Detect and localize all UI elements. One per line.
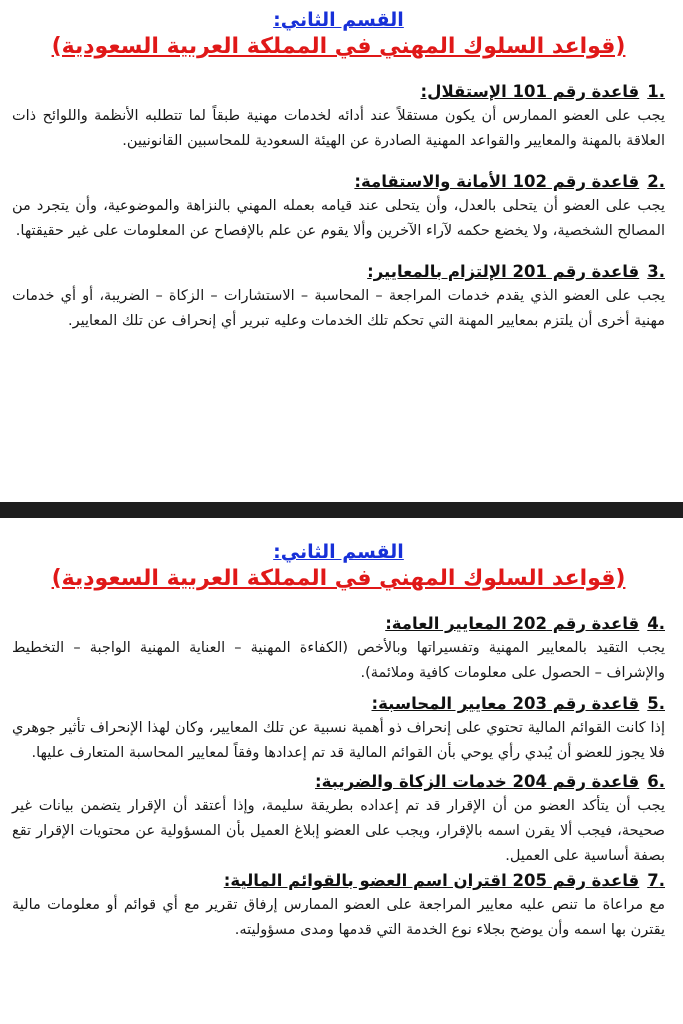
section-title: القسم الثاني:	[273, 9, 404, 31]
rule-title: قاعدة رقم 202 المعايير العامة:	[385, 614, 640, 633]
section-title: القسم الثاني:	[273, 541, 404, 563]
rule-title: قاعدة رقم 203 معايير المحاسبة:	[371, 694, 640, 713]
rule-body: إذا كانت القوائم المالية تحتوي على إنحراف ذو أهمية نسبية عن تلك المعايير، وكان لهذا الإنحراف تأثير جوهري فلا يجوز للعضو أن يُبدي رأي يوحي بأن القوائم المالية قد تم إعدادها وفقاً لمعايير المحاسبة المتعارف عليها.	[12, 720, 665, 761]
rule-title: قاعدة رقم 205 اقتران اسم العضو بالقوائم المالية:	[223, 871, 640, 890]
document-panel-2	[0, 522, 683, 1024]
rule-body: يجب على العضو الممارس أن يكون مستقلاً عند أدائه لخدمات مهنية طبقاً لما تتطلبه الأنظمة واللوائح ذات العلاقة بالمهنة والمعايير والقواعد المهنية الصادرة عن الهيئة السعودية للمحاسبين القانونيين.	[12, 108, 665, 149]
document-panel-1	[0, 0, 683, 500]
rule-heading	[12, 260, 665, 284]
rule-heading	[12, 170, 665, 194]
rule-102	[12, 170, 665, 244]
rule-number: .7	[647, 871, 665, 890]
section-subtitle: (قواعد السلوك المهني في المملكة العربية السعودية)	[51, 34, 626, 59]
rule-heading	[12, 869, 665, 893]
rule-number: .5	[647, 694, 665, 713]
rule-body: يجب التقيد بالمعايير المهنية وتفسيراتها وبالأخص (الكفاءة المهنية – العناية المهنية الواجبة – التخطيط والإشراف – الحصول على معلومات كافية وملائمة).	[12, 640, 665, 681]
rule-title: قاعدة رقم 102 الأمانة والاستقامة:	[354, 172, 640, 191]
rule-204	[12, 770, 665, 869]
rule-body: يجب أن يتأكد العضو من أن الإقرار قد تم إعداده بطريقة سليمة، وإذا أعتقد أن الإقرار يتضمن بيانات غير صحيحة، فيجب ألا يقرن اسمه بالإقرار، ويجب على العضو إبلاغ العميل بأن المسؤولية عن محتويات الإقرار تقع بصفة أساسية على العميل.	[12, 798, 665, 864]
rule-title: قاعدة رقم 101 الإستقلال:	[420, 82, 640, 101]
rule-205	[12, 869, 665, 943]
section-subtitle: (قواعد السلوك المهني في المملكة العربية السعودية)	[51, 566, 626, 591]
rule-body: يجب على العضو أن يتحلى بالعدل، وأن يتحلى عند قيامه بعمله المهني بالنزاهة والموضوعية، وأن يتجرد من المصالح الشخصية، ولا يخضع حكمه لآراء الآخرين وألا يقوم عن علم بالإفصاح عن المعلومات على غير حقيقتها.	[12, 198, 665, 239]
rule-201	[12, 260, 665, 334]
rule-202	[12, 612, 665, 686]
rule-number: .2	[647, 172, 665, 191]
rule-number: .6	[647, 772, 665, 791]
rule-101	[12, 80, 665, 154]
rule-number: .4	[647, 614, 665, 633]
rule-body: يجب على العضو الذي يقدم خدمات المراجعة – المحاسبة – الاستشارات – الزكاة – الضريبة، أو أي خدمات مهنية أخرى أن يلتزم بمعايير المهنة التي تحكم تلك الخدمات وعليه تبرير أي إنحراف عن تلك المعايير.	[12, 288, 665, 329]
rule-title: قاعدة رقم 201 الإلتزام بالمعايير:	[367, 262, 640, 281]
rule-heading	[12, 770, 665, 794]
panel-divider	[0, 502, 683, 518]
rule-heading	[12, 692, 665, 716]
rule-body: مع مراعاة ما تنص عليه معايير المراجعة على العضو الممارس إرفاق تقرير مع أي قوائم أو معلومات مالية يقترن بها اسمه وأن يوضح بجلاء نوع الخدمة التي قدمها ومدى مسؤوليته.	[12, 897, 665, 938]
rule-number: .3	[647, 262, 665, 281]
rule-heading	[12, 612, 665, 636]
rule-203	[12, 692, 665, 766]
rule-number: .1	[647, 82, 665, 101]
rule-title: قاعدة رقم 204 خدمات الزكاة والضريبة:	[315, 772, 640, 791]
rule-heading	[12, 80, 665, 104]
